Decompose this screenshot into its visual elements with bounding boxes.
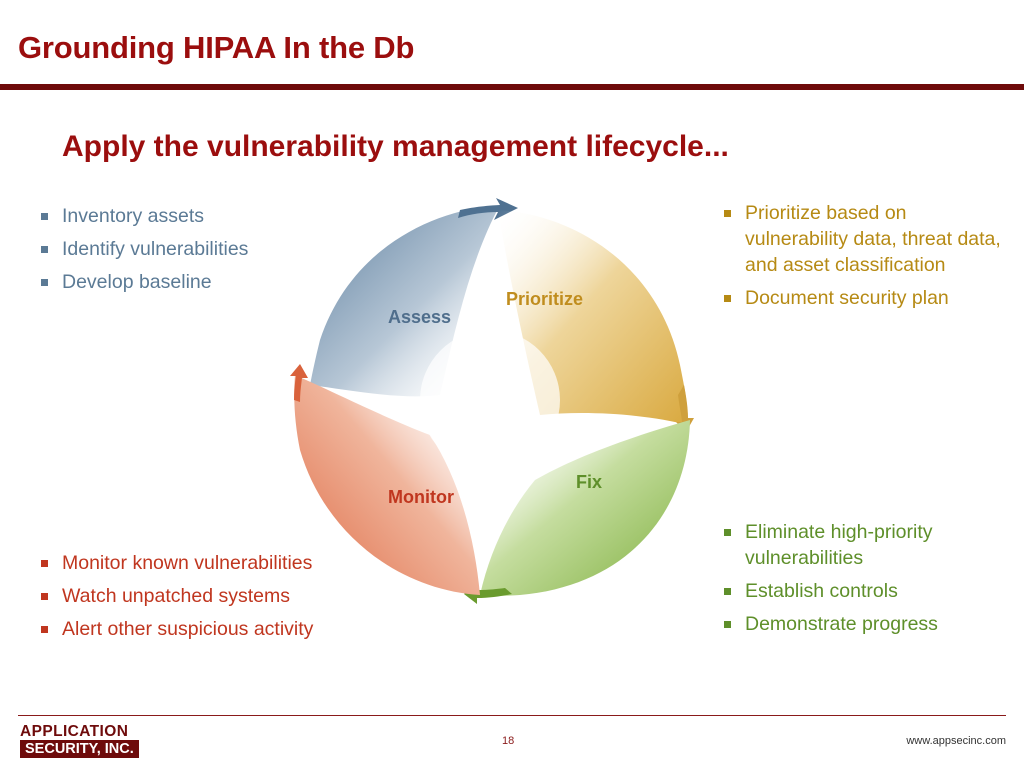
bullet-square-icon (724, 588, 731, 595)
prioritize-bullet-list (721, 200, 1011, 318)
bullet-square-icon (41, 560, 48, 567)
prioritize-label: Prioritize (506, 289, 584, 309)
logo-line2: SECURITY, INC. (20, 740, 139, 758)
bullet-item (721, 578, 1011, 604)
bullet-text: Demonstrate progress (745, 613, 938, 635)
bullet-item (721, 519, 1011, 571)
page-number: 18 (502, 735, 515, 747)
bullet-square-icon (41, 279, 48, 286)
fix-label: Fix (576, 472, 603, 492)
bullet-text: Establish controls (745, 580, 898, 602)
footer-divider (18, 715, 1006, 716)
bullet-item (721, 285, 1011, 311)
slide-subtitle: Apply the vulnerability management lifecycle... (62, 130, 729, 163)
lifecycle-diagram (270, 190, 710, 610)
assess-label: Assess (388, 307, 452, 327)
bullet-text: Identify vulnerabilities (62, 238, 249, 260)
cycle-center (420, 330, 560, 470)
bullet-text: Develop baseline (62, 271, 212, 293)
title-divider (0, 84, 1024, 90)
bullet-text: Watch unpatched systems (62, 585, 290, 607)
monitor-label: Monitor (388, 487, 454, 507)
bullet-item (38, 616, 378, 642)
fix-bullet-list (721, 519, 1011, 644)
bullet-square-icon (724, 210, 731, 217)
bullet-text: Inventory assets (62, 205, 204, 227)
bullet-square-icon (724, 621, 731, 628)
bullet-square-icon (41, 626, 48, 633)
bullet-text: Prioritize based on vulnerability data, threat data, and asset classification (745, 202, 1001, 276)
slide-title: Grounding HIPAA In the Db (18, 30, 415, 65)
bullet-item (721, 611, 1011, 637)
bullet-square-icon (41, 246, 48, 253)
logo-line1: APPLICATION (20, 723, 129, 740)
bullet-square-icon (41, 213, 48, 220)
bullet-text: Monitor known vulnerabilities (62, 552, 313, 574)
website-url: www.appsecinc.com (906, 735, 1006, 747)
bullet-text: Eliminate high-priority vulnerabilities (745, 521, 933, 569)
bullet-square-icon (724, 529, 731, 536)
bullet-item (721, 200, 1011, 278)
bullet-square-icon (724, 295, 731, 302)
bullet-text: Alert other suspicious activity (62, 618, 314, 640)
bullet-square-icon (41, 593, 48, 600)
company-logo (20, 724, 139, 758)
bullet-text: Document security plan (745, 287, 949, 309)
